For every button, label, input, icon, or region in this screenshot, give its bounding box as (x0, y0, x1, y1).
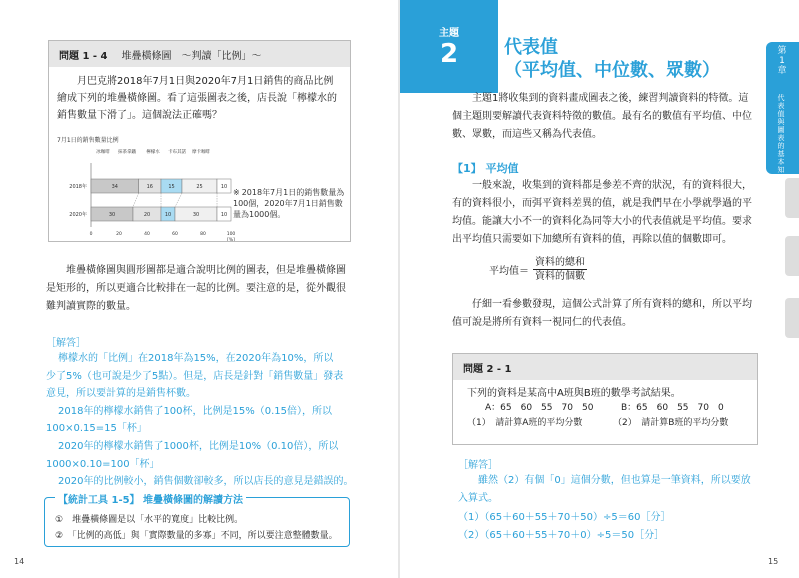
problem-title: 堆疊橫條圖 ～判讀「比例」～ (121, 50, 262, 62)
chapter-tab-gray-3 (785, 298, 799, 338)
x-tick-label: 100 (226, 232, 235, 237)
mean-after-paragraph: 仔細一看參數發現，這個公式計算了所有資料的總和，所以平均值可說是將所有資料一視同仁的代表值。 (452, 299, 752, 328)
problem-2-data (467, 401, 757, 416)
problem-2-questions (467, 416, 757, 431)
legend-label: 卡布其諾 (168, 150, 186, 155)
bar-value-label: 16 (146, 184, 153, 190)
stat-tool-title: 【統計工具 1-5】 堆疊橫條圖的解讀方法 (55, 491, 246, 506)
bar-value-label: 10 (164, 212, 172, 218)
legend-label: 抹茶拿鐵 (118, 150, 136, 155)
x-tick-label: 80 (200, 232, 206, 237)
x-tick-label: 60 (172, 232, 178, 237)
bar-value-label: 34 (111, 184, 118, 190)
problem-2-text: 下列的資料是某高中A班與B班的數學考試結果。 (467, 388, 681, 399)
legend-label: 摩卡咖啡 (192, 150, 210, 155)
category-label: 2020年 (69, 212, 87, 218)
topic-subtitle: （平均值、中位數、眾數） (504, 60, 720, 81)
bar-value-label: 30 (108, 212, 116, 218)
bar-value-label: 25 (196, 184, 203, 190)
mean-paragraph: 一般來說，收集到的資料都是參差不齊的狀況，有的資料很大，有的資料很小，而弭平資料差異的值，就是我們早在小學就學過的平均值。能讓大小不一的資料化為同等大小的代表值就是平均值。要求出平均值只需要如下加總所有資料的值，再除以值的個數即可。 (452, 180, 752, 245)
intro-paragraph: 主題1將收集到的資料畫成圖表之後，練習判讀資料的特徵。這個主題則要解讀代表資料特徵的數值。最有名的數值有平均值、中位數、眾數，而這些又稱為代表值。 (452, 93, 752, 140)
answer-label: ［解答］ (46, 338, 86, 349)
page-number-left: 14 (14, 557, 25, 566)
answer-line: 2018年的檸檬水銷售了100杯，比例是15%（0.15倍），所以 (58, 405, 333, 417)
legend-label: 冰咖啡 (96, 150, 110, 155)
chart-title: 7月1日的銷售數量比例 (57, 137, 119, 144)
topic-title: 代表值 (504, 37, 558, 58)
chapter-label: 第1章 (777, 46, 787, 76)
chart-note (233, 187, 347, 220)
x-tick-label: 20 (116, 232, 122, 237)
connector-line (133, 193, 139, 207)
x-unit-label: [%] (227, 238, 235, 241)
problem-box (48, 40, 351, 242)
class-b-data: B：65 60 55 70 0 (621, 403, 724, 413)
problem-number: 問題 1 - 4 (59, 50, 108, 62)
formula-numerator: 資料的總和 (535, 257, 585, 268)
stat-tool-box (44, 497, 350, 547)
category-label: 2018年 (69, 184, 87, 190)
topic-number: 2 (439, 39, 459, 69)
mean-formula (489, 256, 587, 283)
topic-label: 主題 (439, 28, 459, 39)
problem-2-body (453, 380, 757, 431)
problem-header (49, 41, 350, 67)
bar-value-label: 20 (143, 212, 151, 218)
answer-line: 1000×0.10=100「杯」 (46, 458, 160, 470)
problem-2-box (452, 353, 758, 445)
page-number-right: 15 (768, 557, 779, 566)
answer-line: 少了5%（也可說是少了5點）。但是，店長是針對「銷售數量」發表 (46, 370, 344, 382)
legend-label: 檸檬水 (146, 150, 160, 155)
question-1: （1） 請計算A班的平均分數 (467, 418, 583, 428)
formula-lhs: 平均值＝ (489, 266, 529, 277)
stat-tool-item-1: ① 堆疊橫條圖是以「水平的寬度」比較比例。 (55, 515, 244, 525)
answer-line: 100×0.15=15「杯」 (46, 423, 147, 435)
answer-line: 2020年的檸檬水銷售了1000杯，比例是10%（0.10倍），所以 (58, 441, 339, 452)
bar-value-label: 30 (192, 212, 200, 218)
left-page (0, 0, 399, 578)
answer-label-right: ［解答］ (458, 460, 498, 471)
formula-denominator: 資料的個數 (535, 271, 585, 282)
bar-value-label: 10 (220, 212, 228, 218)
topic-badge (400, 0, 498, 93)
note-mark: ※ (233, 188, 240, 197)
problem-2-number: 問題 2 - 1 (453, 354, 757, 380)
chapter-tab-gray-2 (785, 236, 799, 276)
answer-text-right: 雖然（2）有個「0」這個分數，但也算是一筆資料，所以要放入算式。 (458, 475, 751, 504)
calc-1: （1）（65＋60＋55＋70＋50）÷5＝60［分］ (458, 512, 671, 523)
answer-line: 檸檬水的「比例」在2018年為15%，在2020年為10%，所以 (58, 353, 334, 364)
x-tick-label: 40 (144, 232, 150, 237)
stacked-bar-chart (55, 145, 235, 241)
calc-2: （2）（65＋60＋55＋70＋0）÷5＝50［分］ (458, 530, 665, 541)
formula-fraction (533, 256, 587, 283)
chapter-text: 代表值與圖表的基本知識 (777, 94, 785, 182)
explanation-paragraph: 堆疊橫條圖與圓形圖都是適合說明比例的圖表，但是堆疊橫條圖是矩形的，所以更適合比較排在一起的比例。要注意的是，從外觀很難判讀實際的數量。 (46, 265, 346, 312)
problem-text: 月巴克將2018年7月1日與2020年7月1日銷售的商品比例繪成下列的堆疊橫條圖。看了這張圖表之後，店長說「檸檬水的銷售數量下滑了」。這個說法正確嗎？ (57, 76, 337, 121)
section-heading-mean: 【1】 平均值 (452, 162, 519, 175)
note-text: 2018年7月1日的銷售數量為100個，2020年7月1日銷售數量為1000個。 (233, 188, 345, 219)
bar-value-label: 15 (168, 184, 175, 190)
chapter-tab (766, 42, 799, 182)
connector-line (175, 193, 182, 207)
question-2: （2） 請計算B班的平均分數 (613, 418, 729, 428)
stat-tool-item-2: ② 「比例的高低」與「實際數量的多寡」不同，所以要注意整體數量。 (55, 531, 338, 541)
answer-line: 意見，所以要計算的是銷售杯數。 (46, 388, 196, 400)
class-a-data: A：65 60 55 70 50 (485, 403, 594, 413)
bar-value-label: 10 (220, 184, 228, 190)
answer-line: 2020年的比例較小，銷售個數卻較多，所以店長的意見是錯誤的。 (58, 476, 354, 488)
x-tick-label: 0 (89, 232, 93, 237)
chapter-tab-gray-1 (785, 178, 799, 218)
